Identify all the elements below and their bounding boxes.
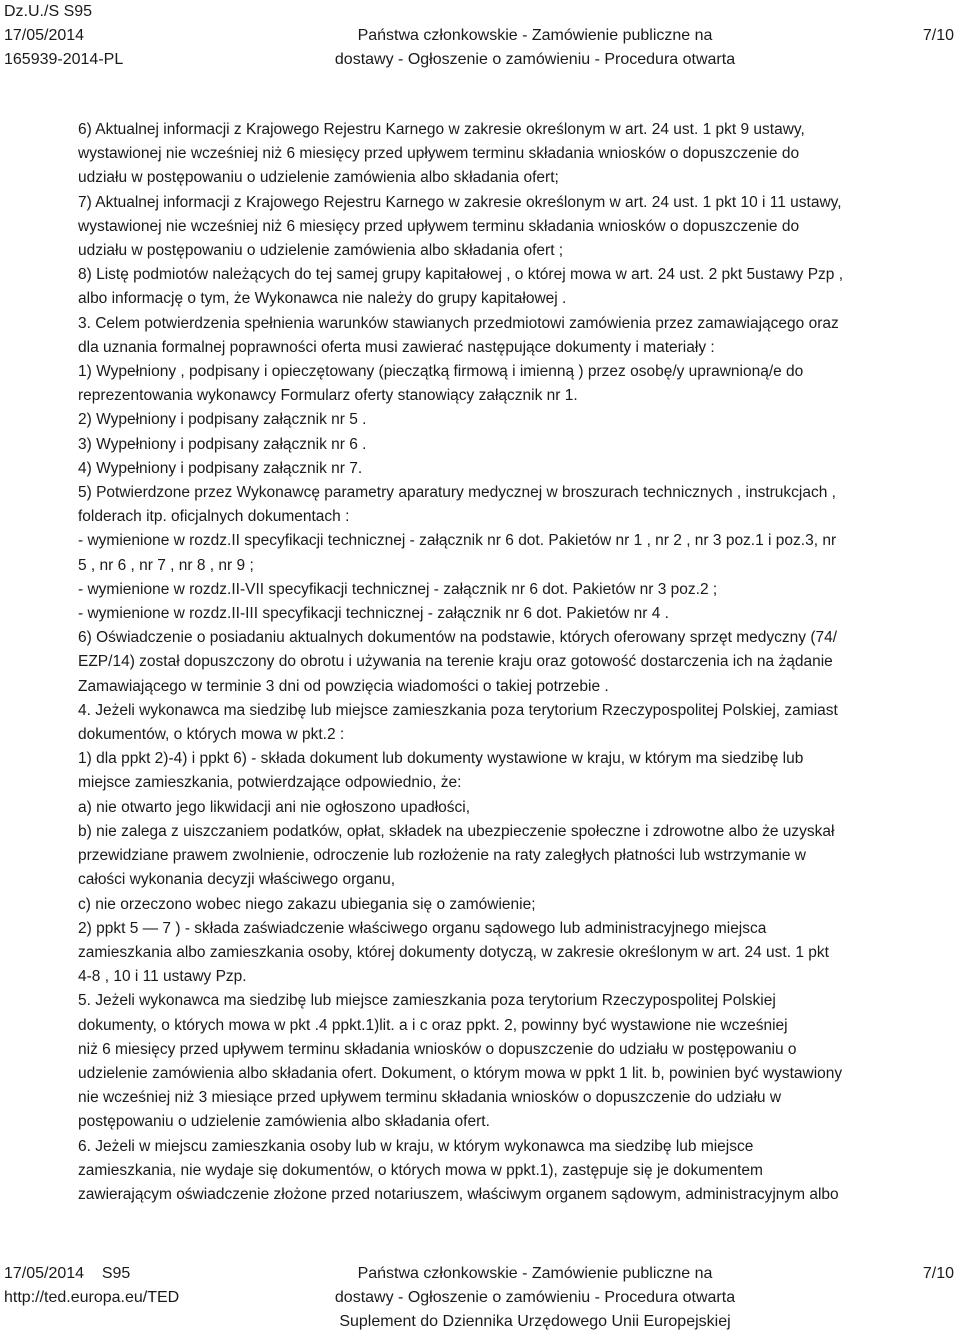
body-line: - wymienione w rozdz.II-III specyfikacji technicznej - załącznik nr 6 dot. Pakietów nr 4 . [78,605,669,623]
footer-supplement: Suplement do Dziennika Urzędowego Unii Europejskiej [339,1313,731,1330]
body-line: folderach itp. oficjalnych dokumentach : [78,508,350,526]
header-page-number: 7/10 [922,27,954,44]
body-line: albo informację o tym, że Wykonawca nie należy do grupy kapitałowej . [78,290,567,308]
body-line: wystawionej nie wcześniej niż 6 miesięcy przed upływem terminu składania wniosków o dopuszczenie do [78,145,800,163]
body-line: zamieszkania albo zamieszkania osoby, której dokumenty dotyczą, w zakresie określonym w art. 24 ust. 1 pkt [78,943,829,961]
body-line: dokumenty, o których mowa w pkt .4 ppkt.1)lit. a i c oraz ppkt. 2, powinny być wystawione nie wcześniej [78,1016,788,1034]
body-line: 4) Wypełniony i podpisany załącznik nr 7. [78,459,363,477]
body-line: dla uznania formalnej poprawności oferta musi zawierać następujące dokumenty i materiały : [78,338,715,356]
body-line: zamieszkania, nie wydaje się dokumentów, o których mowa w ppkt.1), zastępuje się je dokumentem [78,1161,763,1179]
body-line: 3. Celem potwierdzenia spełnienia warunków stawianych przedmiotowi zamówienia przez zamawiającego oraz [78,314,839,332]
header-title-line-2: dostawy - Ogłoszenie o zamówieniu - Procedura otwarta [334,51,736,68]
footer-left [4,1262,179,1310]
body-line: 5. Jeżeli wykonawca ma siedzibę lub miejsce zamieszkania poza terytorium Rzeczypospolitej Polskiej [78,992,776,1010]
body-line: wystawionej nie wcześniej niż 6 miesięcy przed upływem terminu składania wniosków o dopuszczenie do [78,217,800,235]
notice-number: 165939-2014-PL [4,51,124,68]
body-line: niż 6 miesięcy przed upływem terminu składania wniosków o dopuszczenie do udziału w postępowaniu o [78,1040,797,1058]
body-line: całości wykonania decyzji właściwego organu, [78,871,396,889]
publication-date: 17/05/2014 [4,27,85,44]
page-header [0,0,960,70]
body-line: nie wcześniej niż 3 miesiące przed upływem terminu składania wniosków o dopuszczenie do udziału w [78,1089,782,1107]
footer-center [300,1262,770,1334]
footer-title-line-2: dostawy - Ogłoszenie o zamówieniu - Procedura otwarta [334,1289,736,1306]
footer-date-series: 17/05/2014 S95 [4,1265,131,1282]
body-line: 3) Wypełniony i podpisany załącznik nr 6 . [78,435,367,453]
body-line: 5 , nr 6 , nr 7 , nr 8 , nr 9 ; [78,556,254,574]
page-footer [0,1262,960,1334]
body-line: 8) Listę podmiotów należących do tej samej grupy kapitałowej , o której mowa w art. 24 ust. 2 pkt 5ustawy Pzp , [78,266,844,284]
header-left [4,0,123,72]
body-line: 5) Potwierdzone przez Wykonawcę parametry aparatury medycznej w broszurach technicznych , instrukcjach , [78,484,836,502]
body-line: miejsce zamieszkania, potwierdzające odpowiednio, że: [78,774,462,792]
body-line: 6. Jeżeli w miejscu zamieszkania osoby lub w kraju, w którym wykonawca ma siedzibę lub miejsce [78,1137,754,1155]
body-line: udziału w postępowaniu o udzielenie zamówienia albo składania ofert ; [78,242,564,260]
document-body [78,118,950,1207]
header-title-line-1: Państwa członkowskie - Zamówienie publiczne na [357,27,713,44]
body-line: EZP/14) został dopuszczony do obrotu i używania na terenie kraju oraz gotowość dostarczenia ich na żądanie [78,653,833,671]
body-line: 1) dla ppkt 2)-4) i ppkt 6) - składa dokument lub dokumenty wystawione w kraju, w którym ma siedzibę lub [78,750,804,768]
body-line: 2) ppkt 5 — 7 ) - składa zaświadczenie właściwego organu sądowego lub administracyjnego miejsca [78,919,767,937]
body-line: 4-8 , 10 i 11 ustawy Pzp. [78,968,247,986]
body-line: udziału w postępowaniu o udzielenie zamówienia albo składania ofert; [78,169,559,187]
body-line: b) nie zalega z uiszczaniem podatków, opłat, składek na ubezpieczenie społeczne i zdrowotne albo że uzyskał [78,822,835,840]
body-line: udzielenie zamówienia albo składania ofert. Dokument, o którym mowa w ppkt 1 lit. b, powinien być wystawiony [78,1064,843,1082]
body-line: 6) Oświadczenie o posiadaniu aktualnych dokumentów na podstawie, których oferowany sprzęt medyczny (74/ [78,629,838,647]
body-line: 7) Aktualnej informacji z Krajowego Rejestru Karnego w zakresie określonym w art. 24 ust. 1 pkt 10 i 11 ustawy, [78,193,842,211]
journal-reference: Dz.U./S S95 [4,3,93,20]
body-line: a) nie otwarto jego likwidacji ani nie ogłoszono upadłości, [78,798,471,816]
footer-url-link[interactable]: http://ted.europa.eu/TED [4,1289,180,1306]
footer-title-line-1: Państwa członkowskie - Zamówienie publiczne na [357,1265,713,1282]
body-line: przewidziane prawem zwolnienie, odroczenie lub rozłożenie na raty zaległych płatności lub wstrzymanie w [78,847,806,865]
body-line: 1) Wypełniony , podpisany i opieczętowany (pieczątką firmową i imienną ) przez osobę/y uprawnioną/e do [78,363,804,381]
header-center [300,24,770,72]
body-line: Zamawiającego w terminie 3 dni od powzięcia wiadomości o takiej potrzebie . [78,677,609,695]
body-line: 4. Jeżeli wykonawca ma siedzibę lub miejsce zamieszkania poza terytorium Rzeczypospolitej Polskiej, zamiast [78,701,838,719]
body-line: dokumentów, o których mowa w pkt.2 : [78,726,345,744]
body-line: postępowaniu o udzielenie zamówienia albo składania ofert. [78,1113,490,1131]
body-line: - wymienione w rozdz.II-VII specyfikacji technicznej - załącznik nr 6 dot. Pakietów nr 3 poz.2 ; [78,580,718,598]
footer-page-number: 7/10 [922,1265,954,1282]
body-line: - wymienione w rozdz.II specyfikacji technicznej - załącznik nr 6 dot. Pakietów nr 1 , nr 2 , nr 3 poz.1 i poz.3, nr [78,532,837,550]
body-line: reprezentowania wykonawcy Formularz oferty stanowiący załącznik nr 1. [78,387,578,405]
body-line: c) nie orzeczono wobec niego zakazu ubiegania się o zamówienie; [78,895,536,913]
body-line: zawierającym oświadczenie złożone przed notariuszem, właściwym organem sądowym, administracyjnym albo [78,1185,839,1203]
body-line: 2) Wypełniony i podpisany załącznik nr 5 . [78,411,367,429]
body-line: 6) Aktualnej informacji z Krajowego Rejestru Karnego w zakresie określonym w art. 24 ust. 1 pkt 9 ustawy, [78,121,805,138]
